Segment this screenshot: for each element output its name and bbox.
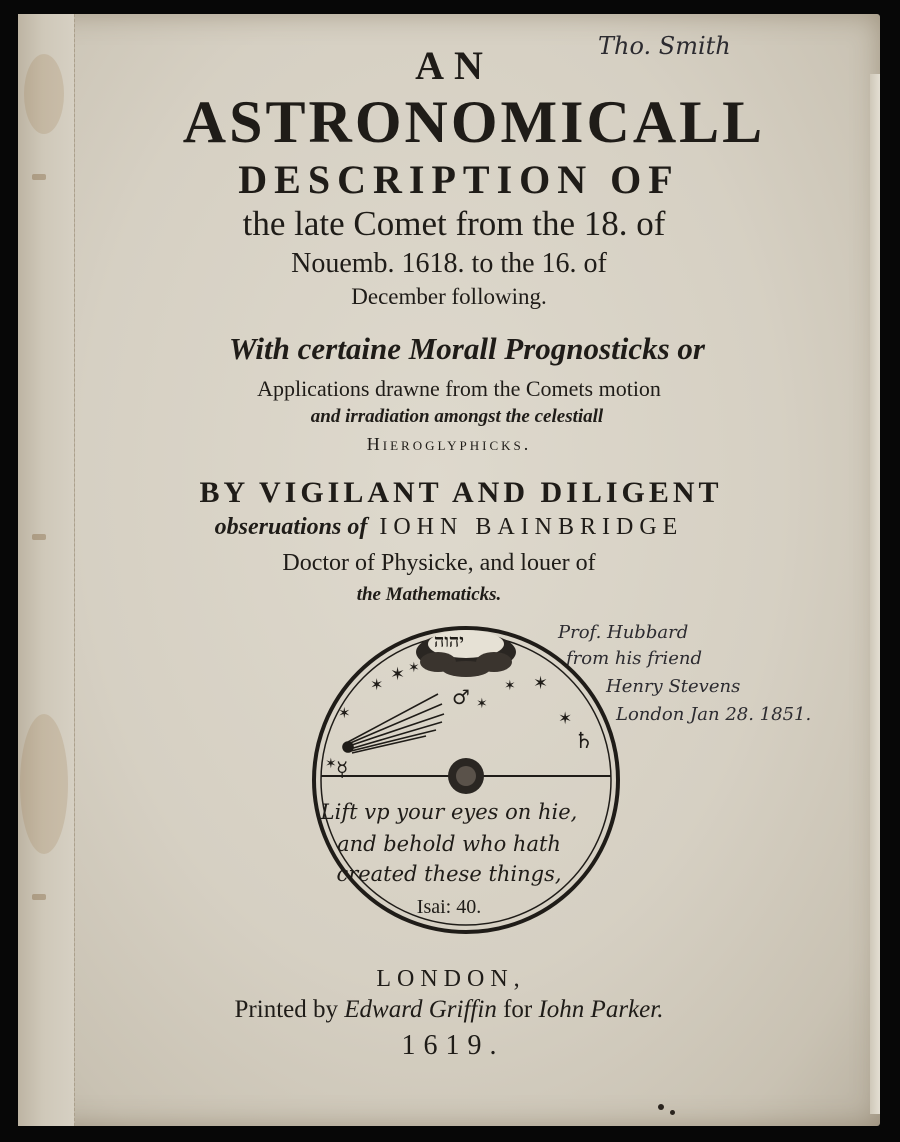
title-line-dates: Nouemb. 1618. to the 16. of [291,248,607,279]
svg-text:✶: ✶ [504,678,516,694]
title-line-astronomicall: ASTRONOMICALL [182,89,766,155]
svg-text:✶: ✶ [558,709,573,729]
emblem-reference: Isai: 40. [416,896,482,918]
subtitle-line-2: Applications drawne from the Comets motion [257,376,661,401]
dedication-line-3: Henry Stevens [606,676,741,697]
star-icons [325,660,572,772]
dedication-line-1: Prof. Hubbard [558,622,689,643]
svg-text:✶: ✶ [476,696,488,712]
svg-text:✶: ✶ [338,704,351,722]
mercury-symbol-icon: ☿ [336,757,349,781]
svg-text:✶: ✶ [390,664,406,685]
imprint-publisher: Iohn Parker. [538,996,664,1023]
title-line-comet: the late Comet from the 18. of [242,204,666,243]
paper-speck [658,1104,664,1110]
imprint-printer: Edward Griffin [344,996,497,1023]
saturn-symbol-icon: ♄ [574,729,594,754]
dedication-line-4: London Jan 28. 1851. [616,704,812,725]
subtitle-line-1: With certaine Morall Prognosticks or [229,331,705,366]
svg-text:✶: ✶ [533,673,549,694]
subtitle-line-3: and irradiation amongst the celestiall [310,406,604,427]
imprint-city: LONDON, [376,966,526,992]
imprint-printer-line [18,996,880,1024]
dedication-line-2: from his friend [566,648,702,669]
imprint-printed-by: Printed by [234,996,338,1023]
title-line-december: December following. [351,284,547,309]
emblem-hebrew: יהוה [433,631,465,652]
author-name: IOHN BAINBRIDGE [379,514,684,540]
svg-text:✶: ✶ [325,756,337,772]
author-line-3: Doctor of Physicke, and louer of [282,550,596,576]
paper-speck [670,1110,675,1115]
author-line-4: the Mathematicks. [356,584,502,605]
owner-inscription: Tho. Smith [598,32,731,60]
title-line-description: DESCRIPTION OF [238,157,680,202]
svg-text:✶: ✶ [408,660,420,676]
mars-symbol-icon: ♂ [452,685,470,709]
author-line-1: BY VIGILANT AND DILIGENT [199,476,723,509]
title-line-an: AN [415,43,493,88]
subtitle-line-4: Hieroglyphicks. [366,434,532,454]
title-page [18,14,880,1126]
imprint-for: for [503,996,533,1023]
comet-icon [343,694,444,753]
emblem-motto-line-3: created these things, [336,862,562,886]
svg-text:✶: ✶ [370,675,384,694]
imprint-year: 1619. [401,1030,505,1061]
author-obseruations: obseruations of [214,514,368,540]
emblem-motto-line-2: and behold who hath [337,832,561,856]
comet-emblem [18,14,880,1126]
emblem-motto-line-1: Lift vp your eyes on hie, [320,800,578,824]
